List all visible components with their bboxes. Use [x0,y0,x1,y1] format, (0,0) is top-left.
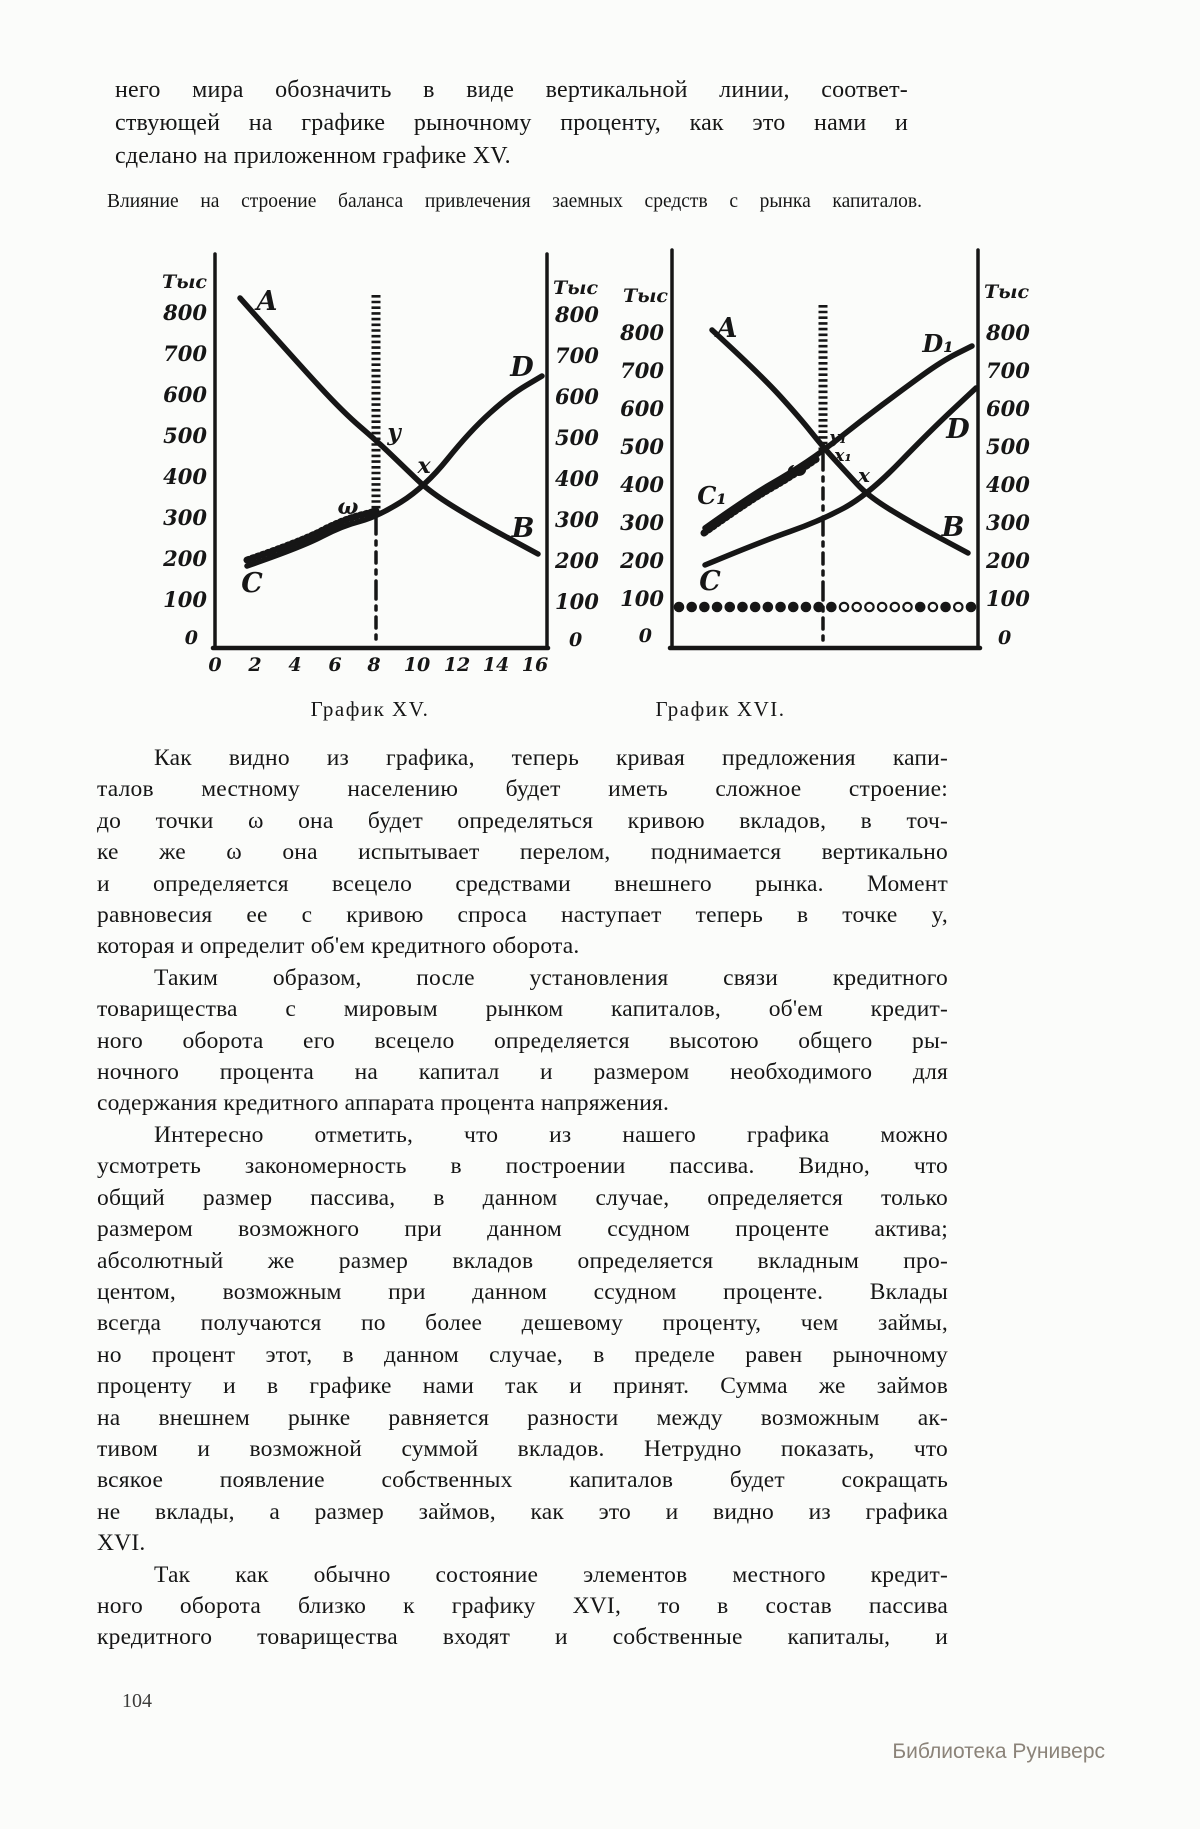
svg-text:4: 4 [288,654,302,676]
svg-text:500: 500 [620,434,664,459]
svg-text:0: 0 [998,627,1012,649]
svg-text:D₁: D₁ [922,329,954,358]
text-line: ке же ω она испытывает перелом, поднимается вертикально [97,839,948,866]
svg-text:300: 300 [163,505,207,530]
svg-text:16: 16 [521,654,549,676]
text-line: на внешнем рынке равняется разности между возможным ак- [97,1404,948,1431]
svg-text:x: x [417,453,431,479]
text-line: всегда получаются по более дешевому проценту, чем займы, [97,1310,948,1337]
svg-text:Тыс: Тыс [622,285,668,307]
text-line: размером возможного при данном ссудном проценте актива; [97,1216,948,1243]
svg-text:700: 700 [620,358,664,383]
text-line: ного оборота его всецело определяется высотою общего ры- [97,1027,948,1054]
svg-text:0: 0 [208,654,222,676]
svg-text:800: 800 [555,302,599,327]
svg-text:10: 10 [403,654,431,676]
svg-text:600: 600 [986,396,1030,421]
svg-text:800: 800 [163,300,207,325]
svg-text:Тыс: Тыс [161,271,207,293]
text-line: ного оборота близко к графику XVI, то в состав пассива [97,1592,948,1619]
text-line: него мира обозначить в виде вертикальной линии, соответ- [115,77,908,103]
text-line: общий размер пассива, в данном случае, определяется только [97,1184,948,1211]
svg-text:C₁: C₁ [697,481,727,510]
svg-text:400: 400 [163,464,207,489]
svg-text:600: 600 [163,382,207,407]
library-watermark: Библиотека Руниверс [892,1740,1105,1763]
text-line: равновесия ее с кривою спроса наступает теперь в точке y, [97,902,948,929]
text-line: всякое появление собственных капиталов будет сокращать [97,1467,948,1494]
text-line: проценту и в графике нами так и принят. Сумма же займов [97,1373,948,1400]
svg-text:800: 800 [986,320,1030,345]
chart-xv-caption: График XV. [310,697,430,721]
svg-text:0: 0 [569,629,583,651]
text-line: XVI. [97,1530,146,1557]
svg-text:B: B [941,512,965,543]
svg-text:y: y [387,419,401,446]
svg-text:x₁: x₁ [834,446,852,466]
svg-text:700: 700 [986,358,1030,383]
svg-text:700: 700 [163,341,207,366]
text-line: ночного процента на капитал и размером необходимого для [97,1059,948,1086]
text-line: усмотреть закономерность в построении пассива. Видно, что [97,1153,948,1180]
svg-text:300: 300 [620,510,664,535]
text-line: содержания кредитного аппарата процента напряжения. [97,1090,670,1117]
chart-xvi-caption: График XVI. [655,697,786,721]
text-line: и определяется всецело средствами внешнего рынка. Момент [97,870,948,897]
text-line: талов местному населению будет иметь сложное строение: [97,776,948,803]
text-line: не вклады, а размер займов, как это и видно из графика [97,1498,948,1525]
page-number: 104 [122,1690,152,1712]
svg-text:Тыс: Тыс [984,281,1030,303]
svg-text:6: 6 [328,654,342,676]
svg-text:400: 400 [555,466,599,491]
svg-text:500: 500 [163,423,207,448]
svg-text:100: 100 [620,586,664,611]
svg-text:200: 200 [986,548,1030,573]
svg-text:300: 300 [986,510,1030,535]
svg-text:C: C [699,566,721,597]
svg-text:Тыс: Тыс [553,277,599,299]
text-line: но процент этот, в данном случае, в пределе равен рыночному [97,1341,948,1368]
svg-text:ω: ω [337,494,359,520]
svg-text:0: 0 [638,625,652,647]
svg-text:D: D [946,414,970,445]
svg-text:400: 400 [986,472,1030,497]
svg-text:A: A [256,286,278,317]
text-line: ствующей на графике рыночному проценту, как это нами и [115,110,908,136]
text-line: до точки ω она будет определяться кривою вкладов, в точ- [97,807,948,834]
svg-text:14: 14 [482,654,510,676]
svg-text:200: 200 [163,546,207,571]
chart-xv-figure [140,240,600,680]
svg-text:300: 300 [555,507,599,532]
text-line: центом, возможным при данном ссудном проценте. Вклады [97,1278,948,1305]
body-text [97,743,948,1654]
text-line: Таким образом, после установления связи кредитного [154,964,948,991]
svg-text:y₁: y₁ [829,428,847,448]
svg-text:8: 8 [367,654,381,676]
svg-text:100: 100 [986,586,1030,611]
text-line: Так как обычно состояние элементов местного кредит- [154,1561,948,1588]
svg-text:ω: ω [787,456,807,481]
svg-text:C: C [241,568,263,599]
svg-text:2: 2 [248,654,262,676]
svg-text:500: 500 [555,425,599,450]
svg-text:D: D [510,352,534,383]
svg-text:600: 600 [555,384,599,409]
svg-text:200: 200 [555,548,599,573]
svg-text:12: 12 [443,654,471,676]
text-line: тивом и возможной суммой вкладов. Нетрудно показать, что [97,1435,948,1462]
figure-title: Влияние на строение баланса привлечения заемных средств с рынка капиталов. [107,191,922,212]
text-line: товарищества с мировым рынком капиталов, об'ем кредит- [97,996,948,1023]
text-line: которая и определит об'ем кредитного оборота. [97,933,580,960]
svg-text:A: A [716,313,738,344]
svg-text:0: 0 [184,627,198,649]
svg-text:400: 400 [620,472,664,497]
svg-text:x: x [858,463,870,487]
text-line: Интересно отметить, что из нашего графика можно [154,1121,948,1148]
chart-xvi-figure [600,240,1070,680]
text-line: абсолютный же размер вкладов определяется вкладным про- [97,1247,948,1274]
svg-text:B: B [511,513,535,544]
text-line: Как видно из графика, теперь кривая предложения капи- [154,745,948,771]
svg-text:100: 100 [555,589,599,614]
svg-text:100: 100 [163,587,207,612]
svg-text:200: 200 [620,548,664,573]
svg-text:600: 600 [620,396,664,421]
svg-text:700: 700 [555,343,599,368]
text-line: кредитного товарищества входят и собственные капиталы, и [97,1624,948,1651]
svg-text:800: 800 [620,320,664,345]
svg-text:500: 500 [986,434,1030,459]
intro-paragraph [115,74,908,173]
text-line: сделано на приложенном графике XV. [115,143,511,169]
